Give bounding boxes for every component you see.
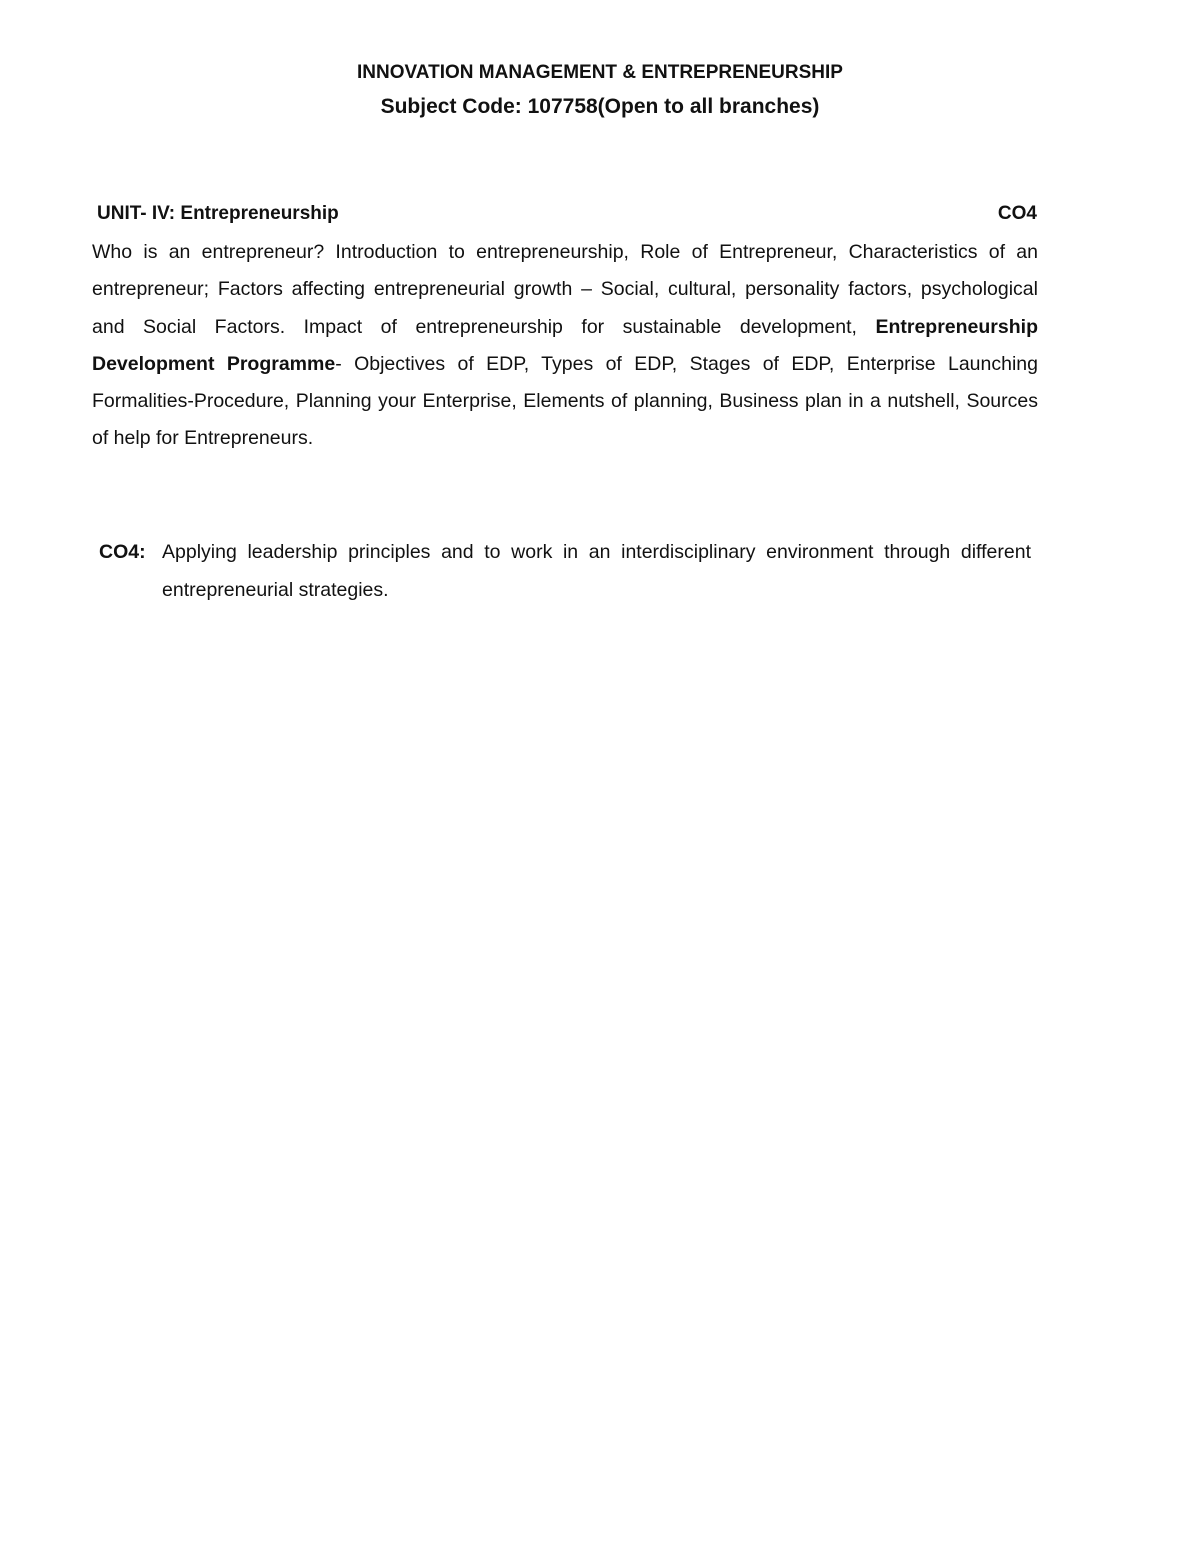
unit-co-tag: CO4	[997, 203, 1037, 224]
course-outcome-label: CO4:	[99, 541, 146, 563]
unit-heading: UNIT- IV: Entrepreneurship	[97, 203, 339, 224]
syllabus-text-part1: Who is an entrepreneur? Introduction to entrepreneurship, Role of Entrepreneur, Characteristics of an entrepreneur; Factors affecting entrepreneurial growth – Social, cultural, personality factors, psychological and Social Factors. Impact of entrepreneurship for sustainable development,	[92, 241, 1038, 338]
syllabus-bold-term: Entrepreneurship Development Programme	[92, 315, 1038, 375]
unit-heading-row	[97, 203, 1037, 229]
unit-syllabus-text	[92, 234, 1038, 458]
course-outcome-text: Applying leadership principles and to work in an interdisciplinary environment through different entrepreneurial strategies.	[162, 541, 1031, 601]
syllabus-text-part2: - Objectives of EDP, Types of EDP, Stages of EDP, Enterprise Launching Formalities-Procedure, Planning your Enterprise, Elements of planning, Business plan in a nutshell, Sources of help for Entrepreneurs.	[92, 352, 1038, 450]
document-title: INNOVATION MANAGEMENT & ENTREPRENEURSHIP	[357, 62, 843, 83]
subject-code: Subject Code: 107758(Open to all branches)	[380, 95, 820, 118]
